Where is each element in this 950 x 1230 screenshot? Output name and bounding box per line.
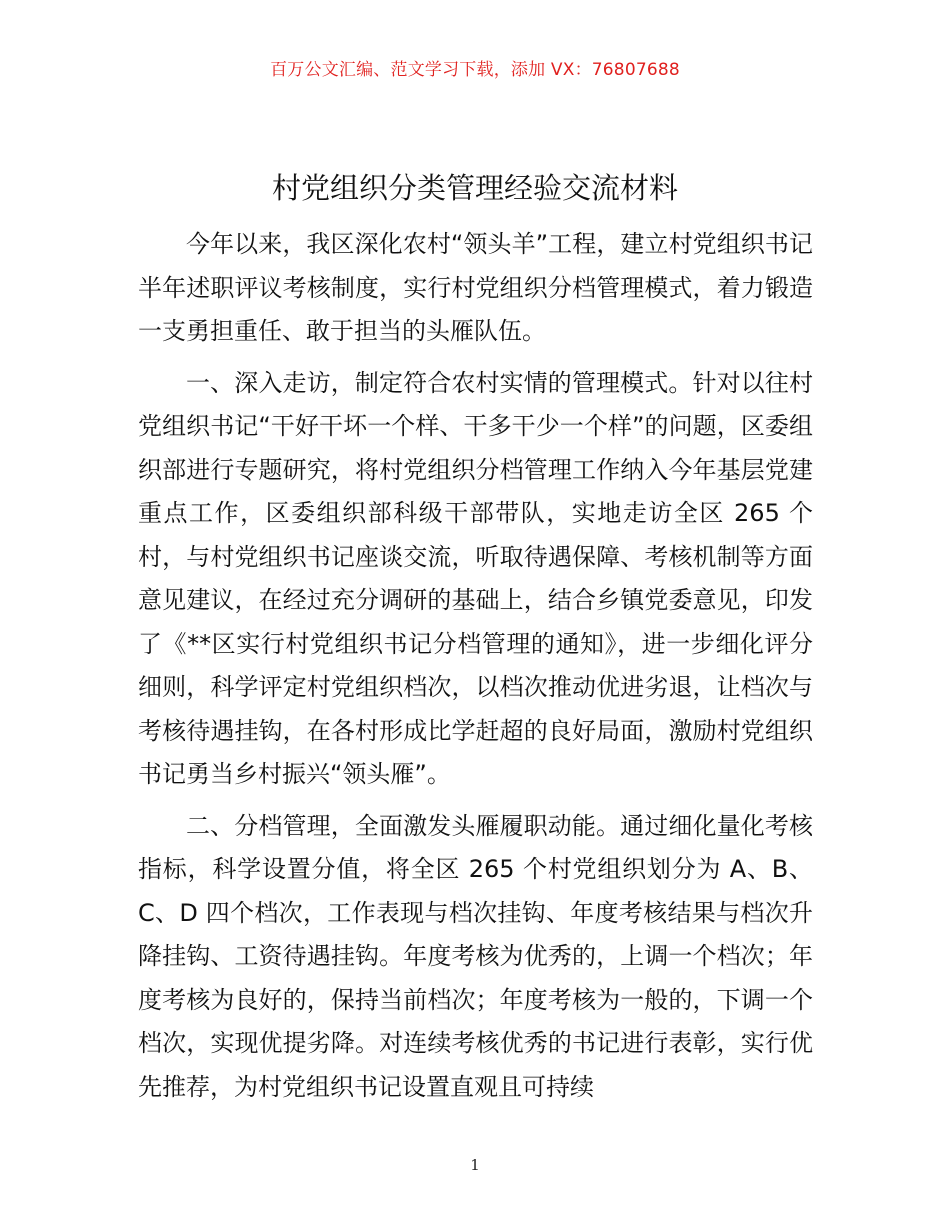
document-body <box>138 223 813 1117</box>
page-number: 1 <box>470 1156 480 1174</box>
paragraph-section-two: 二、分档管理，全面激发头雁履职动能。通过细化量化考核指标，科学设置分值，将全区 265 个村党组织划分为 A、B、C、D 四个档次，工作表现与档次挂钩、年度考核结果与档次升降挂钩、工资待遇挂钩。年度考核为优秀的，上调一个档次；年度考核为良好的，保持当前档次；年度考核为一般的，下调一个档次，实现优提劣降。对连续考核优秀的书记进行表彰，实行优先推荐，为村党组织书记设置直观且可持续 <box>138 811 813 1101</box>
paragraph-intro: 今年以来，我区深化农村“领头羊”工程，建立村党组织书记半年述职评议考核制度，实行村党组织分档管理模式，着力锻造一支勇担重任、敢于担当的头雁队伍。 <box>138 230 813 345</box>
document-title: 村党组织分类管理经验交流材料 <box>271 171 678 205</box>
paragraph-section-one: 一、深入走访，制定符合农村实情的管理模式。针对以往村党组织书记“干好干坏一个样、干多干少一个样”的问题，区委组织部进行专题研究，将村党组织分档管理工作纳入今年基层党建重点工作，区委组织部科级干部带队，实地走访全区 265 个村，与村党组织书记座谈交流，听取待遇保障、考核机制等方面意见建议，在经过充分调研的基础上，结合乡镇党委意见，印发了《**区实行村党组织书记分档管理的通知》，进一步细化评分细则，科学评定村党组织档次，以档次推动优进劣退，让档次与考核待遇挂钩，在各村形成比学赶超的良好局面，激励村党组织书记勇当乡村振兴“领头雁”。 <box>138 368 813 788</box>
promo-header-text: 百万公文汇编、范文学习下载，添加 VX：76807688 <box>270 60 680 80</box>
